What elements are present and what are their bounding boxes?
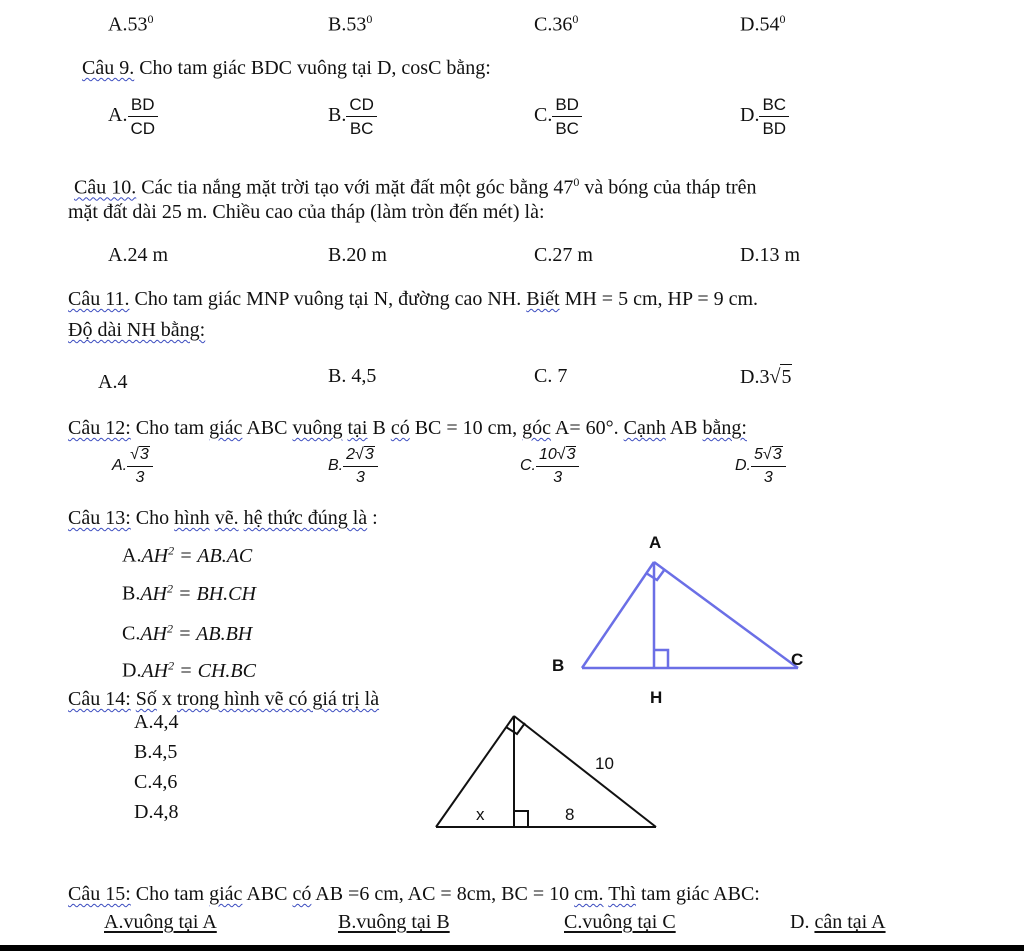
q13-label-a: A: [649, 533, 662, 552]
q8-option-a: $A.53^0$: [108, 12, 154, 36]
q12-prompt: Câu 12: Cho tam giác ABC vuông tại B có BC = 10 cm, góc A= 60°. Cạnh AB bằng:: [68, 417, 747, 439]
q8-option-b: $B.53^0$: [328, 12, 373, 36]
q13-option-a: $A.AH^2 = AB.AC$: [122, 543, 253, 567]
q14-label-x: x: [476, 805, 485, 824]
q15-option-c: C.vuông tại C: [564, 911, 676, 933]
q13-label-b: B: [552, 656, 565, 675]
q11-option-d: D.3√5: [740, 366, 792, 388]
q9-prompt: Câu 9. Cho tam giác BDC vuông tại D, cosC bằng:: [82, 57, 491, 79]
q11-prompt-line2: Độ dài NH bằng:: [68, 319, 206, 341]
q13-option-b: $B.AH^2 = BH.CH$: [122, 581, 256, 605]
q10-option-a: A.24 m: [108, 244, 168, 266]
q15-option-a: A.vuông tại A: [104, 911, 217, 933]
q10-prompt-line1: Câu 10. Các tia nắng mặt trời tạo với mặt đất một góc bằng $47^0$ và bóng của tháp trên: [74, 175, 757, 199]
q12-option-d: D. $\frac{5√3}{3}$: [735, 446, 786, 486]
q10-prompt-line2: mặt đất dài 25 m. Chiều cao của tháp (làm tròn đến mét) là:: [68, 201, 545, 223]
q9-option-c: C. $\frac{BD}{BC}$: [534, 96, 582, 137]
q14-option-b: B.4,5: [134, 741, 178, 763]
q9-option-b: B. $\frac{CD}{BC}$: [328, 96, 377, 137]
q14-side-left: [436, 716, 514, 827]
q13-option-c: $C.AH^2 = AB.BH$: [122, 621, 253, 645]
q14-right-angle-foot: [514, 811, 528, 827]
q9-label: Câu 9.: [82, 57, 135, 79]
q13-label-h: H: [650, 688, 663, 707]
q13-side-ac: [654, 562, 798, 668]
q9-option-d: D. $\frac{BC}{BD}$: [740, 96, 789, 137]
q12-option-a: A. $\frac{√3}{3}$: [112, 446, 153, 486]
q13-triangle-figure: [540, 530, 810, 708]
q11-option-b: B. 4,5: [328, 365, 377, 387]
q13-option-d: $D.AH^2 = CH.BC$: [122, 658, 256, 682]
q8-option-c: $C.36^0$: [534, 12, 579, 36]
q14-prompt: Câu 14: Số x trong hình vẽ có giá trị là: [68, 688, 380, 710]
q13-prompt: Câu 13: Cho hình vẽ. hệ thức đúng là :: [68, 507, 378, 529]
q9-option-a: A. $\frac{BD}{CD}$: [108, 96, 158, 137]
q14-label-8: 8: [565, 805, 575, 824]
q15-option-d: D. cân tại A: [790, 911, 886, 933]
q12-option-c: C. $\frac{10√3}{3}$: [520, 446, 579, 486]
q14-option-a: A.4,4: [134, 711, 179, 733]
q15-option-b: B.vuông tại B: [338, 911, 450, 933]
q10-option-b: B.20 m: [328, 244, 387, 266]
q11-option-c: C. 7: [534, 365, 568, 387]
q13-side-ab: [582, 562, 654, 668]
q14-label-10: 10: [595, 754, 614, 773]
q10-option-d: D.13 m: [740, 244, 800, 266]
q14-option-d: D.4,8: [134, 801, 179, 823]
q14-option-c: C.4,6: [134, 771, 178, 793]
q11-option-a: A.4: [98, 371, 128, 393]
q8-option-d: $D.54^0$: [740, 12, 786, 36]
q13-label-c: C: [791, 650, 804, 669]
q13-right-angle-h: [654, 650, 668, 668]
q10-option-c: C.27 m: [534, 244, 593, 266]
q11-prompt-line1: Câu 11. Cho tam giác MNP vuông tại N, đường cao NH. Biết MH = 5 cm, HP = 9 cm.: [68, 288, 759, 310]
q14-side-right: [514, 716, 656, 827]
q12-option-b: B. $\frac{2√3}{3}$: [328, 446, 378, 486]
q15-prompt: Câu 15: Cho tam giác ABC có AB =6 cm, AC = 8cm, BC = 10 cm. Thì tam giác ABC:: [68, 883, 760, 905]
q14-triangle-figure: [430, 708, 670, 836]
